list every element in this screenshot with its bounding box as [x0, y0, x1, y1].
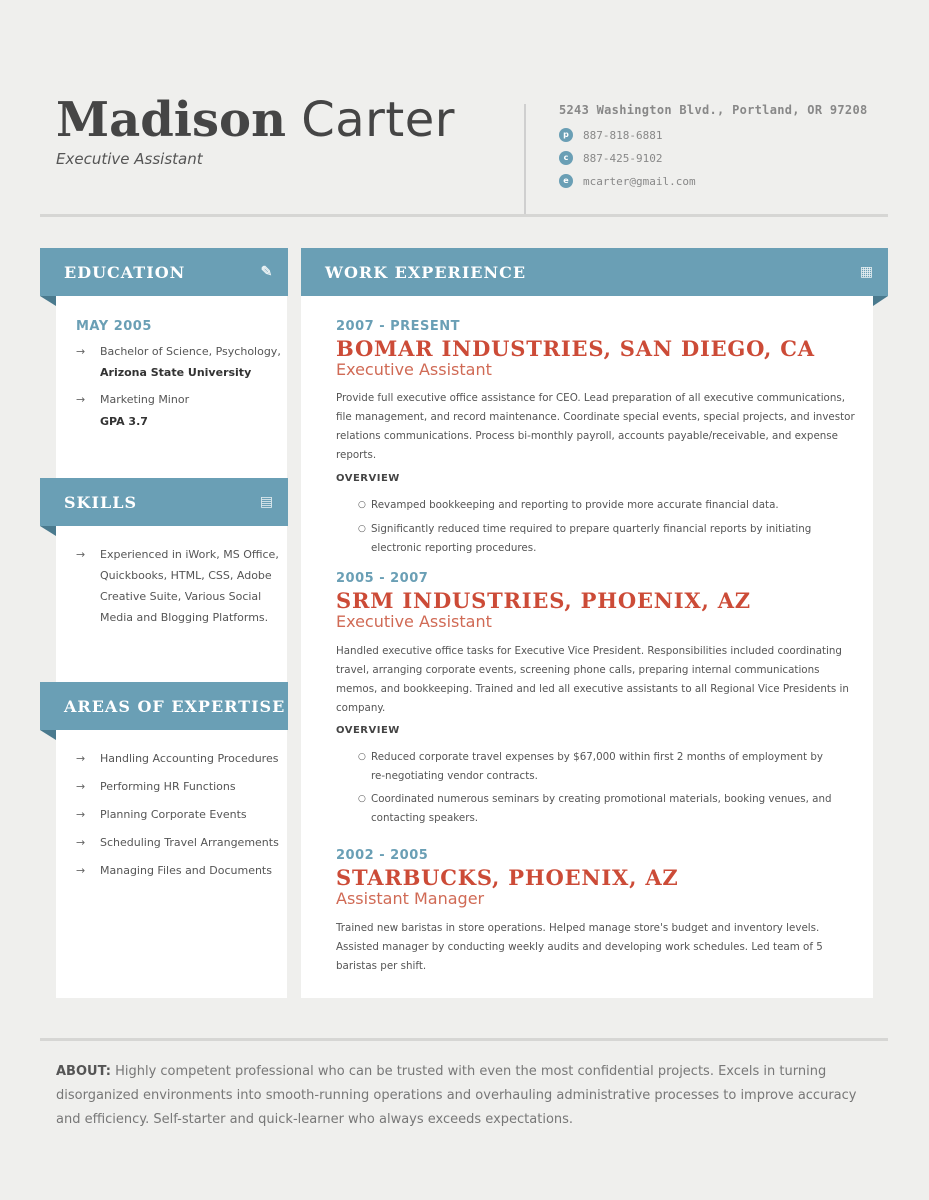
job-company: SRM INDUSTRIES, PHOENIX, AZ	[336, 588, 751, 613]
last-name: Carter	[301, 92, 455, 148]
address: 5243 Washington Blvd., Portland, OR 97208	[559, 103, 868, 117]
expertise-item: Handling Accounting Procedures	[100, 752, 279, 765]
arrow-icon: →	[76, 752, 86, 765]
job-bullet: ○ Reduced corporate travel expenses by $67,000 within first 2 months of employment by re-negotiating vendor contracts.	[358, 748, 838, 786]
resume-header	[0, 0, 929, 220]
education-degree: Bachelor of Science, Psychology,	[100, 345, 281, 358]
education-gpa: GPA 3.7	[100, 415, 148, 428]
arrow-icon: →	[76, 808, 86, 821]
cell-icon: c	[559, 151, 573, 165]
arrow-icon: →	[76, 864, 86, 877]
about-section	[56, 1060, 878, 1132]
education-heading	[40, 248, 288, 296]
circle-bullet-icon: ○	[358, 500, 366, 510]
work-heading	[301, 248, 888, 296]
skills-heading-text: SKILLS	[64, 492, 137, 512]
arrow-icon: →	[76, 836, 86, 849]
ribbon-fold	[40, 526, 56, 536]
email-address: mcarter@gmail.com	[583, 174, 696, 188]
email-icon: e	[559, 174, 573, 188]
education-heading-text: EDUCATION	[64, 262, 186, 282]
circle-bullet-icon: ○	[358, 794, 366, 804]
job-description: Handled executive office tasks for Executive Vice President. Responsibilities included coordinating travel, arranging corporate events, screening phone calls, preparing internal communications memos, and bookkeeping. Trained and led all executive assistants to all Regional Vice Presidents in company.	[336, 645, 849, 714]
ribbon-fold	[40, 730, 56, 740]
circle-bullet-icon: ○	[358, 524, 366, 534]
arrow-icon: →	[76, 393, 86, 406]
expertise-item: Scheduling Travel Arrangements	[100, 836, 279, 849]
circle-bullet-icon: ○	[358, 752, 366, 762]
expertise-heading	[40, 682, 288, 730]
contact-cell	[559, 151, 662, 165]
about-text: Highly competent professional who can be trusted with even the most confidential projects. Excels in turning disorganized environments into smooth-running operations and overhauling administrative processes to improve accuracy and efficiency. Self-starter and quick-learner who always exceeds expectations.	[56, 1064, 857, 1127]
arrow-icon: →	[76, 780, 86, 793]
expertise-item: Performing HR Functions	[100, 780, 236, 793]
job-role: Executive Assistant	[336, 612, 492, 631]
job-bullet: ○ Revamped bookkeeping and reporting to provide more accurate financial data.	[358, 496, 838, 515]
contact-phone	[559, 128, 662, 142]
phone-number: 887-818-6881	[583, 128, 663, 142]
skills-heading	[40, 478, 288, 526]
document-icon: ▦	[859, 264, 875, 280]
header-divider	[524, 104, 526, 214]
job-role: Assistant Manager	[336, 889, 485, 908]
education-date: MAY 2005	[76, 319, 152, 334]
job-bullet: ○ Coordinated numerous seminars by creating promotional materials, booking venues, and contacting speakers.	[358, 790, 838, 828]
arrow-icon: →	[76, 345, 86, 358]
overview-label: OVERVIEW	[336, 473, 400, 484]
job-description: Trained new baristas in store operations. Helped manage store's budget and inventory levels. Assisted manager by conducting weekly audits and developing work schedules. Led team of 5 baristas per shift.	[336, 922, 823, 972]
footer-rule	[40, 1038, 888, 1041]
job-title: Executive Assistant	[56, 150, 203, 168]
job-role: Executive Assistant	[336, 360, 492, 379]
arrow-icon: →	[76, 548, 86, 561]
phone-icon: p	[559, 128, 573, 142]
pencil-icon: ✎	[260, 264, 274, 280]
job-description: Provide full executive office assistance for CEO. Lead preparation of all executive communications, file management, and record maintenance. Coordinate special events, special projects, and investor relations communications. Process bi-monthly payroll, accounts payable/receivable, and expense reports.	[336, 392, 855, 461]
keyboard-icon: ▤	[259, 494, 275, 510]
full-name	[56, 92, 455, 148]
expertise-item: Planning Corporate Events	[100, 808, 247, 821]
header-rule	[40, 214, 888, 217]
expertise-item: Managing Files and Documents	[100, 864, 272, 877]
job-date: 2002 - 2005	[336, 848, 429, 863]
contact-email	[559, 174, 696, 188]
job-date: 2005 - 2007	[336, 571, 429, 586]
overview-label: OVERVIEW	[336, 725, 400, 736]
first-name: Madison	[56, 92, 286, 148]
cell-number: 887-425-9102	[583, 151, 663, 165]
education-minor: Marketing Minor	[100, 393, 190, 406]
job-company: BOMAR INDUSTRIES, SAN DIEGO, CA	[336, 336, 815, 361]
work-heading-text: WORK EXPERIENCE	[325, 262, 527, 282]
about-label: ABOUT:	[56, 1064, 111, 1079]
job-company: STARBUCKS, PHOENIX, AZ	[336, 865, 679, 890]
ribbon-fold	[873, 296, 888, 306]
job-date: 2007 - PRESENT	[336, 319, 461, 334]
education-school: Arizona State University	[100, 366, 252, 379]
job-bullet: ○ Significantly reduced time required to prepare quarterly financial reports by initiating electronic reporting procedures.	[358, 520, 838, 558]
skills-text: Experienced in iWork, MS Office, Quickbooks, HTML, CSS, Adobe Creative Suite, Various Social Media and Blogging Platforms.	[100, 548, 279, 624]
expertise-heading-text: AREAS OF EXPERTISE	[64, 696, 286, 716]
ribbon-fold	[40, 296, 56, 306]
